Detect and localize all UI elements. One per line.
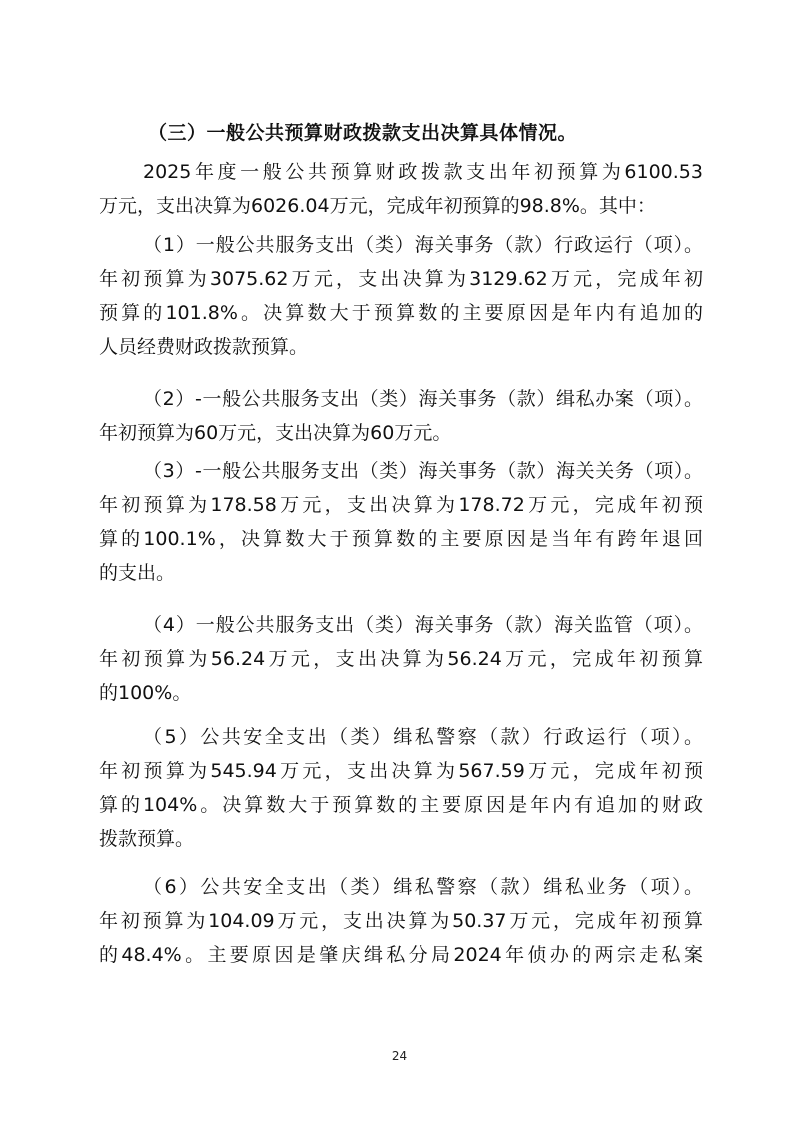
intro-paragraph bbox=[99, 155, 703, 223]
item-paragraph-4 bbox=[99, 608, 703, 710]
paragraph-line: 万元，支出决算为6026.04万元，完成年初预算的98.8%。其中： bbox=[99, 195, 656, 217]
paragraph-line: （2）-一般公共服务支出（类）海关事务（款）缉私办案（项）。 bbox=[143, 388, 703, 410]
paragraph-line: 预算的101.8%。决算数大于预算数的主要原因是年内有追加的 bbox=[99, 302, 703, 324]
paragraph-line: 年初预算为545.94万元，支出决算为567.59万元，完成年初预 bbox=[99, 760, 703, 782]
paragraph-line: 算的100.1%，决算数大于预算数的主要原因是当年有跨年退回 bbox=[99, 528, 703, 550]
page-number: 24 bbox=[391, 1049, 408, 1063]
section-heading: （三）一般公共预算财政拨款支出决算具体情况。 bbox=[148, 122, 578, 144]
paragraph-line: 2025年度一般公共预算财政拨款支出年初预算为6100.53 bbox=[143, 161, 703, 183]
paragraph-line: （3）-一般公共服务支出（类）海关事务（款）海关关务（项）。 bbox=[143, 460, 703, 482]
paragraph-line: 年初预算为104.09万元，支出决算为50.37万元，完成年初预算 bbox=[99, 910, 703, 932]
paragraph-line: （4）一般公共服务支出（类）海关事务（款）海关监管（项）。 bbox=[143, 614, 703, 636]
item-paragraph-3 bbox=[99, 454, 703, 590]
paragraph-line: 算的104%。决算数大于预算数的主要原因是年内有追加的财政 bbox=[99, 794, 703, 816]
paragraph-line: 的支出。 bbox=[99, 562, 176, 584]
paragraph-line: （5）公共安全支出（类）缉私警察（款）行政运行（项）。 bbox=[143, 726, 703, 748]
item-paragraph-6 bbox=[99, 870, 703, 972]
paragraph-line: 的48.4%。主要原因是肇庆缉私分局2024年侦办的两宗走私案 bbox=[99, 944, 703, 966]
paragraph-line: 年初预算为60万元，支出决算为60万元。 bbox=[99, 422, 452, 444]
paragraph-line: 拨款预算。 bbox=[99, 828, 195, 850]
item-paragraph-5 bbox=[99, 720, 703, 856]
paragraph-line: 的100%。 bbox=[99, 682, 192, 704]
item-paragraph-2 bbox=[99, 382, 703, 450]
paragraph-line: 年初预算为56.24万元，支出决算为56.24万元，完成年初预算 bbox=[99, 648, 703, 670]
paragraph-line: 年初预算为178.58万元，支出决算为178.72万元，完成年初预 bbox=[99, 494, 703, 516]
item-paragraph-1 bbox=[99, 228, 703, 364]
paragraph-line: （6）公共安全支出（类）缉私警察（款）缉私业务（项）。 bbox=[143, 876, 703, 898]
paragraph-line: 年初预算为3075.62万元，支出决算为3129.62万元，完成年初 bbox=[99, 268, 703, 290]
paragraph-line: 人员经费财政拨款预算。 bbox=[99, 336, 309, 358]
paragraph-line: （1）一般公共服务支出（类）海关事务（款）行政运行（项）。 bbox=[143, 234, 703, 256]
